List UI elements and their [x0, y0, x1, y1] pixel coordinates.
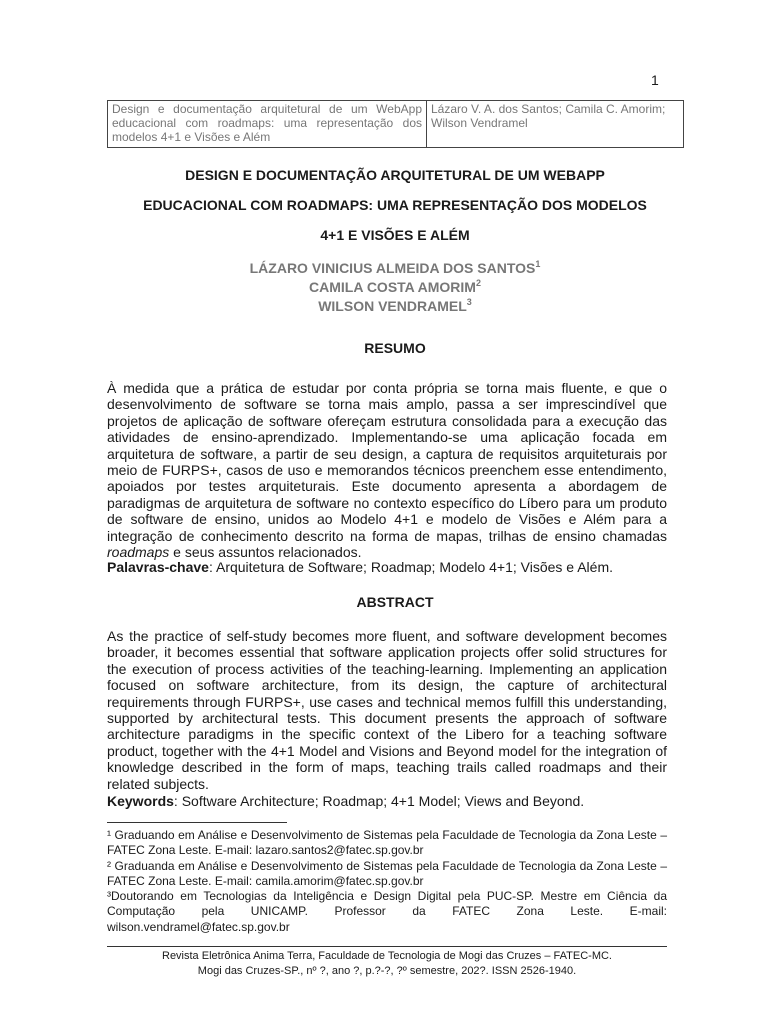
footer-line-1: Revista Eletrônica Anima Terra, Faculdade de Tecnologia de Mogi das Cruzes – FATEC-MC.: [162, 950, 612, 962]
roadmaps-italic: roadmaps: [107, 544, 170, 561]
running-header: [107, 100, 684, 148]
paper-title-line-1: DESIGN E DOCUMENTAÇÃO ARQUITETURAL DE UM WEBAPP: [185, 167, 605, 183]
footnote-2: ² Graduanda em Análise e Desenvolvimento de Sistemas pela Faculdade de Tecnologia da Zona Leste – FATEC Zona Leste. E-mail: camila.amorim@fatec.sp.gov.br: [107, 858, 667, 888]
author-list: [100, 259, 690, 316]
footnote-1: ¹ Graduando em Análise e Desenvolvimento de Sistemas pela Faculdade de Tecnologia da Zona Leste – FATEC Zona Leste. E-mail: lazaro.santos2@fatec.sp.gov.br: [107, 828, 667, 858]
abstract-heading: ABSTRACT: [356, 594, 434, 610]
palavras-chave: Palavras-chave: Arquitetura de Software; Roadmap; Modelo 4+1; Visões e Além.: [107, 559, 613, 575]
running-header-authors: Lázaro V. A. dos Santos; Camila C. Amorim; Wilson Vendramel: [431, 102, 666, 130]
author: CAMILA COSTA AMORIM$^2$: [309, 278, 481, 295]
footnote-mark: 1: [535, 259, 541, 269]
paper-title-line-2: EDUCACIONAL COM ROADMAPS: UMA REPRESENTAÇÃO DOS MODELOS: [143, 197, 647, 213]
footnote-mark: 3: [466, 297, 472, 307]
keywords-label: Keywords: [107, 793, 174, 809]
footer-line-2: Mogi das Cruzes-SP., nº ?, ano ?, p.?-?, ?º semestre, 202?. ISSN 2526-1940.: [197, 965, 577, 977]
author: WILSON VENDRAMEL$^3$: [318, 297, 472, 314]
footnote-divider: [107, 822, 287, 823]
footer-divider: [107, 946, 667, 947]
journal-footer: [107, 949, 667, 979]
paper-title: [100, 160, 690, 250]
resumo-body: À medida que a prática de estudar por conta própria se torna mais fluente, e que o desenvolvimento de software se torna mais amplo, passa a ser imprescindível que projetos de aplicação de software ofereçam estrutura consolidada para a execução das atividades de ensino-aprendizado. Implementando-se uma aplicação focada em arquitetura de software, a partir de seu design, a captura de requisitos arquiteturais por meio de FURPS+, casos de uso e memorandos técnicos preenchem esse entendimento, apoiados por testes arquiteturais. Este documento apresenta a abordagem de paradigmas de arquitetura de software no contexto específico do Líbero para um produto de software de ensino, unidos ao Modelo 4+1 e modelo de Visões e Além para a integração de conhecimento descrito na forma de mapas, trilhas de ensino chamadas roadmaps e seus assuntos relacionados.: [107, 380, 667, 561]
author: LÁZARO VINICIUS ALMEIDA DOS SANTOS$^1$: [249, 259, 541, 276]
footnote-mark: 2: [475, 278, 481, 288]
keywords: Keywords: Software Architecture; Roadmap; 4+1 Model; Views and Beyond.: [107, 793, 585, 809]
running-header-title: Design e documentação arquitetural de um WebApp educacional com roadmaps: uma representação dos modelos 4+1 e Visões e Além: [108, 101, 427, 147]
resumo-heading: RESUMO: [364, 340, 426, 356]
footnotes: [107, 828, 667, 935]
abstract-body: As the practice of self-study becomes more fluent, and software development becomes broader, it becomes essential that software application projects offer solid structures for the execution of process activities of the teaching-learning. Implementing an application focused on software architecture, from its design, the capture of architectural requirements through FURPS+, use cases and technical memos fulfill this understanding, supported by architectural tests. This document presents the approach of software architecture paradigms in the specific context of the Libero for a teaching software product, together with the 4+1 Model and Visions and Beyond model for the integration of knowledge described in the form of maps, teaching trails called roadmaps and their related subjects.: [107, 628, 667, 792]
palavras-chave-label: Palavras-chave: [107, 559, 209, 575]
page-number: 1: [651, 72, 659, 88]
paper-title-line-3: 4+1 E VISÕES E ALÉM: [320, 227, 470, 243]
footnote-3: ³Doutorando em Tecnologias da Inteligência e Design Digital pela PUC-SP. Mestre em Ciência da Computação pela UNICAMP. Professor da FATEC Zona Leste. E-mail: wilson.vendramel@fatec.sp.gov.br: [107, 889, 667, 934]
